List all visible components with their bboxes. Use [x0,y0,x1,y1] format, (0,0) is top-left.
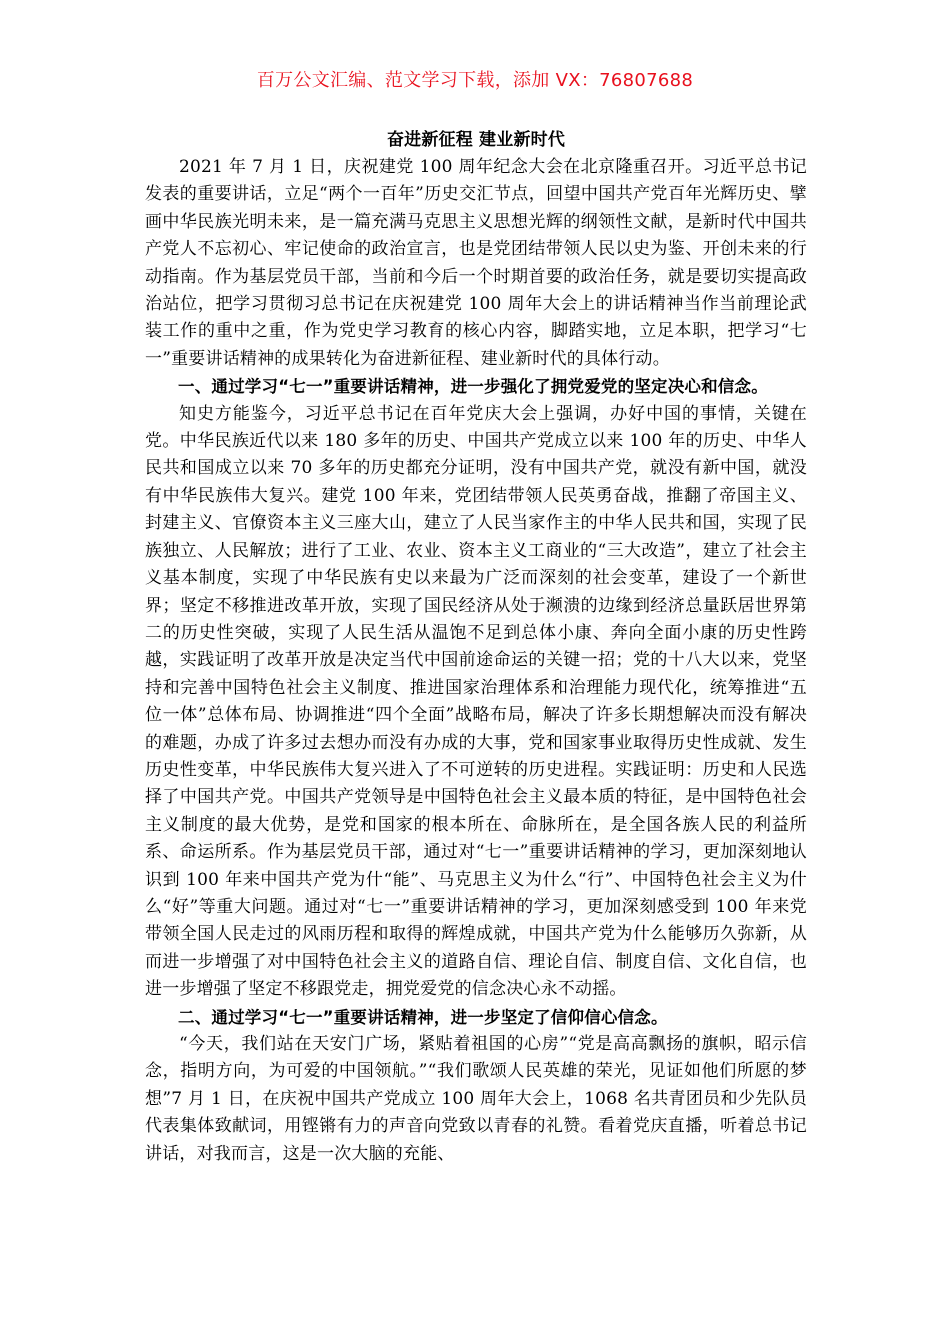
document-body [145,126,807,1168]
document-title: 奋进新征程 建业新时代 [386,130,566,150]
section-2-paragraph: “今天，我们站在天安门广场，紧贴着祖国的心房”“党是高高飘扬的旗帜，昭示信念，指明方向，为可爱的中国领航。”“我们歌颂人民英雄的荣光，见证如他们所愿的梦想”7 月 1 日，在庆祝中国共产党成立 100 周年大会上，1068 名共青团员和少先队员代表集体致献词，用铿锵有力的声音向党致以青春的礼赞。看着党庆直播，听着总书记讲话，对我而言，这是一次大脑的充能、 [145,1034,807,1164]
section-heading-1: 一、通过学习“七一”重要讲话精神，进一步强化了拥党爱党的坚定决心和信念。 [178,377,768,397]
section-1-paragraph: 知史方能鉴今，习近平总书记在百年党庆大会上强调，办好中国的事情，关键在党。中华民族近代以来 180 多年的历史、中国共产党成立以来 100 年的历史、中华人民共和国成立以来 70 多年的历史都充分证明，没有中国共产党，就没有新中国，就没有中华民族伟大复兴。建党 100 年来，党团结带领人民英勇奋战，推翻了帝国主义、封建主义、官僚资本主义三座大山，建立了人民当家作主的中华人民共和国，实现了民族独立、人民解放；进行了工业、农业、资本主义工商业的“三大改造”，建立了社会主义基本制度，实现了中华民族有史以来最为广泛而深刻的社会变革，建设了一个新世界；坚定不移推进改革开放，实现了国民经济从处于濒溃的边缘到经济总量跃居世界第二的历史性突破，实现了人民生活从温饱不足到总体小康、奔向全面小康的历史性跨越，实践证明了改革开放是决定当代中国前途命运的关键一招；党的十八大以来，党坚持和完善中国特色社会主义制度、推进国家治理体系和治理能力现代化，统筹推进“五位一体”总体布局、协调推进“四个全面”战略布局，解决了许多长期想解决而没有解决的难题，办成了许多过去想办而没有办成的大事，党和国家事业取得历史性成就、发生历史性变革，中华民族伟大复兴进入了不可逆转的历史进程。实践证明：历史和人民选择了中国共产党。中国共产党领导是中国特色社会主义最本质的特征，是中国特色社会主义制度的最大优势，是党和国家的根本所在、命脉所在，是全国各族人民的利益所系、命运所系。作为基层党员干部，通过对“七一”重要讲话精神的学习，更加深刻地认识到 100 年来中国共产党为什“能”、马克思主义为什么“行”、中国特色社会主义为什么“好”等重大问题。通过对“七一”重要讲话精神的学习，更加深刻感受到 100 年来党带领全国人民走过的风雨历程和取得的辉煌成就，中国共产党为什么能够历久弥新，从而进一步增强了对中国特色社会主义的道路自信、理论自信、制度自信、文化自信，也进一步增强了坚定不移跟党走，拥党爱党的信念决心永不动摇。 [145,403,807,1000]
promo-banner: 百万公文汇编、范文学习下载，添加 VX：76807688 [256,70,694,91]
intro-paragraph: 2021 年 7 月 1 日，庆祝建党 100 周年纪念大会在北京隆重召开。习近平总书记发表的重要讲话，立足“两个一百年”历史交汇节点，回望中国共产党百年光辉历史、擘画中华民族光明未来，是一篇充满马克思主义思想光辉的纲领性文献，是新时代中国共产党人不忘初心、牢记使命的政治宣言，也是党团结带领人民以史为鉴、开创未来的行动指南。作为基层党员干部，当前和今后一个时期首要的政治任务，就是要切实提高政治站位，把学习贯彻习总书记在庆祝建党 100 周年大会上的讲话精神当作当前理论武装工作的重中之重，作为党史学习教育的核心内容，脚踏实地，立足本职，把学习“七一”重要讲话精神的成果转化为奋进新征程、建业新时代的具体行动。 [145,157,807,369]
section-heading-2: 二、通过学习“七一”重要讲话精神，进一步坚定了信仰信心信念。 [178,1007,668,1027]
